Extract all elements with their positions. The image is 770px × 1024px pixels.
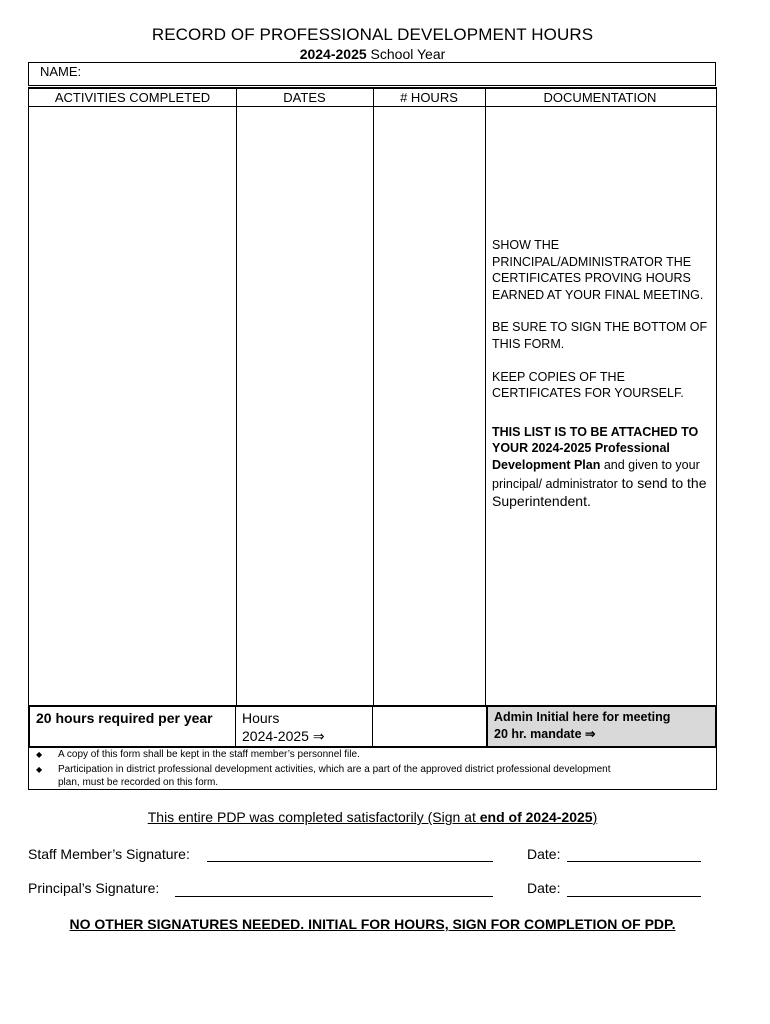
total-hours-input[interactable] — [373, 707, 483, 746]
school-year: 2024-2025 — [299, 46, 367, 62]
staff-signature-label: Staff Member’s Signature: — [28, 846, 190, 862]
admin-initial-line2: 20 hr. mandate ⇒ — [494, 726, 596, 741]
staff-signature-line[interactable] — [207, 861, 493, 862]
name-label: NAME: — [40, 64, 82, 79]
required-hours-label: 20 hours required per year — [36, 710, 213, 726]
hours-year-label: 2024-2025 ⇒ — [242, 728, 325, 744]
note-item: A copy of this form shall be kept in the staff member’s personnel file. — [58, 749, 360, 760]
column-divider — [235, 707, 236, 746]
form-subtitle — [0, 46, 745, 62]
doc-instruction-attach — [492, 424, 712, 511]
column-header-activities: ACTIVITIES COMPLETED — [54, 90, 211, 105]
doc-attach-bold: THIS LIST IS TO BE ATTACHED TO YOUR 2024-2025 Professional Development Plan — [492, 424, 699, 472]
column-divider — [236, 89, 237, 705]
principal-date-label: Date: — [527, 880, 561, 896]
footer-notice: NO OTHER SIGNATURES NEEDED. INITIAL FOR HOURS, SIGN FOR COMPLETION OF PDP. — [69, 916, 676, 932]
form-title: RECORD OF PROFESSIONAL DEVELOPMENT HOURS — [151, 25, 594, 44]
completion-statement — [0, 809, 745, 825]
column-divider — [485, 89, 486, 705]
principal-date-line[interactable] — [567, 896, 701, 897]
admin-initial-cell[interactable] — [486, 707, 715, 746]
documentation-instructions — [492, 237, 712, 527]
completion-text: This entire PDP was completed satisfactorily (Sign at — [147, 809, 480, 825]
school-year-suffix: School Year — [366, 46, 446, 62]
name-field[interactable] — [28, 62, 716, 86]
notes-box — [28, 748, 717, 790]
bullet-icon: ◆ — [36, 765, 43, 774]
hours-label: Hours — [242, 710, 280, 726]
completion-text-end: ) — [592, 809, 598, 825]
staff-date-label: Date: — [527, 846, 561, 862]
doc-attach-normal: and given to your principal/ administrator — [492, 457, 700, 491]
column-header-hours: # HOURS — [400, 90, 458, 105]
doc-instruction-keep-copies: KEEP COPIES OF THE CERTIFICATES FOR YOURSELF. — [492, 369, 684, 401]
note-item-continued: plan, must be recorded on this form. — [58, 777, 219, 788]
bullet-icon: ◆ — [36, 750, 43, 759]
doc-instruction-show-certificates: SHOW THE PRINCIPAL/ADMINISTRATOR THE CERTIFICATES PROVING HOURS EARNED AT YOUR FINAL MEETING. — [492, 238, 704, 302]
note-item: Participation in district professional development activities, which are a part of the approved district professional development — [58, 764, 611, 775]
column-divider — [373, 89, 374, 705]
principal-signature-label: Principal’s Signature: — [28, 880, 160, 896]
completion-year: end of 2024-2025 — [479, 809, 593, 825]
column-header-documentation: DOCUMENTATION — [543, 90, 657, 105]
activities-table — [28, 87, 717, 706]
doc-attach-large: to send to the Superintendent. — [492, 474, 707, 510]
totals-row — [28, 705, 717, 748]
column-header-dates: DATES — [283, 90, 326, 105]
doc-instruction-sign-form: BE SURE TO SIGN THE BOTTOM OF THIS FORM. — [492, 320, 708, 351]
admin-initial-line1: Admin Initial here for meeting — [494, 710, 671, 724]
staff-date-line[interactable] — [567, 861, 701, 862]
principal-signature-line[interactable] — [175, 896, 493, 897]
